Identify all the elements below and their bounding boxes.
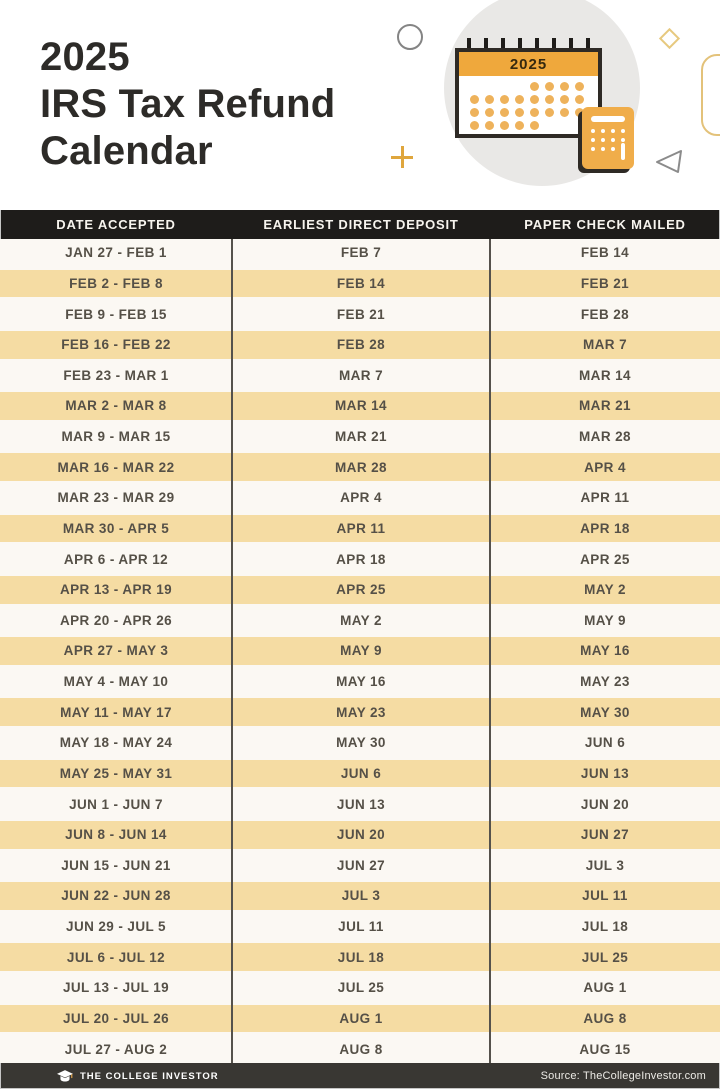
table-body [0, 239, 720, 1063]
table-cell: MAY 30 [580, 704, 630, 720]
table-cell: APR 11 [336, 520, 386, 536]
column-divider [231, 239, 233, 1063]
table-cell: MAR 14 [335, 398, 387, 414]
table-row [0, 818, 720, 852]
calculator-display [591, 116, 625, 122]
column-header-paper-check-mailed: PAPER CHECK MAILED [524, 217, 686, 232]
table-cell: FEB 2 - FEB 8 [69, 275, 163, 291]
table-cell: JUL 25 [581, 949, 629, 965]
calendar-day-dots [459, 76, 598, 130]
table-cell: JUL 3 [585, 857, 625, 873]
table-row [0, 940, 720, 974]
table-cell: JUN 20 [580, 796, 630, 812]
table-cell: MAR 9 - MAR 15 [61, 429, 171, 445]
table-row [0, 573, 720, 607]
plus-icon [391, 146, 413, 168]
table-cell: JUL 3 [341, 888, 381, 904]
table-row [0, 913, 720, 941]
table-cell: JUL 11 [582, 888, 628, 904]
calculator-keys [582, 129, 634, 151]
table-cell: MAR 21 [579, 398, 631, 414]
table-row [0, 512, 720, 546]
table-row [0, 607, 720, 635]
rounded-rect-outline-icon [701, 54, 720, 136]
table-cell: FEB 14 [580, 245, 630, 261]
table-row [0, 389, 720, 423]
table-cell: JUN 20 [336, 827, 386, 843]
table-cell: APR 25 [336, 582, 386, 598]
table-cell: AUG 1 [339, 1010, 383, 1026]
table-cell: MAR 28 [335, 459, 387, 475]
table-row [0, 1002, 720, 1036]
table-cell: FEB 16 - FEB 22 [61, 337, 171, 353]
table-cell: APR 6 - APR 12 [63, 551, 169, 567]
table-cell: MAR 7 [338, 367, 383, 383]
page-title [40, 34, 335, 175]
table-cell: AUG 8 [583, 1010, 627, 1026]
source-text: Source: TheCollegeInvestor.com [540, 1070, 706, 1082]
table-cell: JUL 20 - JUL 26 [62, 1010, 170, 1026]
table-cell: MAR 16 - MAR 22 [57, 459, 175, 475]
table-row [0, 450, 720, 484]
table-row [0, 668, 720, 696]
table-cell: APR 18 [580, 520, 630, 536]
table-cell: MAY 23 [580, 674, 630, 690]
column-header-date-accepted: DATE ACCEPTED [56, 217, 176, 232]
table-cell: FEB 9 - FEB 15 [65, 306, 167, 322]
table-cell: JUN 13 [580, 765, 630, 781]
calendar-icon [455, 48, 602, 138]
table-cell: MAY 18 - MAY 24 [59, 735, 173, 751]
column-header-earliest-direct-deposit: EARLIEST DIRECT DEPOSIT [263, 217, 459, 232]
triangle-outline-icon [652, 142, 686, 181]
table-cell: MAY 4 - MAY 10 [63, 674, 169, 690]
table-cell: APR 25 [580, 551, 630, 567]
table-cell: MAR 21 [335, 429, 387, 445]
table-cell: AUG 8 [339, 1041, 383, 1057]
table-cell: APR 13 - APR 19 [59, 582, 173, 598]
circle-outline-icon [397, 24, 423, 50]
title-line-2: IRS Tax Refund [40, 82, 336, 126]
table-cell: MAY 11 - MAY 17 [60, 704, 172, 720]
brand-logo [57, 1070, 219, 1083]
table-cell: JUL 27 - AUG 2 [64, 1041, 168, 1057]
table-cell: JAN 27 - FEB 1 [65, 245, 167, 261]
table-row [0, 423, 720, 451]
table-cell: MAY 23 [336, 704, 386, 720]
table-row [0, 729, 720, 757]
table-cell: MAR 7 [582, 337, 627, 353]
hero-header [0, 0, 720, 210]
table-cell: MAR 2 - MAR 8 [65, 398, 167, 414]
table-cell: FEB 7 [340, 245, 382, 261]
table-row [0, 239, 720, 267]
table-cell: FEB 23 - MAR 1 [63, 367, 169, 383]
table-cell: JUL 18 [581, 919, 629, 935]
table-row [0, 974, 720, 1002]
table-cell: APR 4 [584, 459, 626, 475]
table-row [0, 695, 720, 729]
table-cell: JUN 27 [580, 827, 630, 843]
table-cell: APR 11 [580, 490, 630, 506]
table-cell: FEB 21 [336, 306, 386, 322]
table-cell: APR 20 - APR 26 [59, 612, 173, 628]
diamond-outline-icon [659, 28, 680, 49]
table-cell: JUN 6 [584, 735, 626, 751]
graduation-cap-icon [57, 1070, 73, 1083]
title-line-1: 2025 [40, 35, 130, 79]
calculator-equals-key [621, 143, 625, 160]
table-cell: JUN 1 - JUN 7 [69, 796, 163, 812]
table-cell: MAY 9 [340, 643, 382, 659]
calendar-year-label: 2025 [459, 52, 598, 76]
table-cell: FEB 28 [580, 306, 630, 322]
table-cell: JUN 6 [340, 765, 382, 781]
table-cell: MAY 25 - MAY 31 [59, 765, 173, 781]
title-line-3: Calendar [40, 129, 213, 173]
brand-name: THE COLLEGE INVESTOR [80, 1070, 219, 1082]
table-row [0, 757, 720, 791]
table-row [0, 790, 720, 818]
table-row [0, 328, 720, 362]
table-cell: FEB 28 [336, 337, 386, 353]
table-row [0, 634, 720, 668]
table-row [0, 545, 720, 573]
table-cell: JUN 8 - JUN 14 [65, 827, 167, 843]
table-cell: AUG 1 [583, 980, 627, 996]
footer-bar [0, 1063, 720, 1089]
table-row [0, 362, 720, 390]
table-cell: MAR 30 - APR 5 [62, 520, 170, 536]
table-cell: MAY 30 [336, 735, 386, 751]
table-row [0, 852, 720, 880]
table-cell: MAY 2 [584, 582, 626, 598]
table-cell: FEB 14 [336, 275, 386, 291]
table-row [0, 484, 720, 512]
table-cell: AUG 15 [579, 1041, 631, 1057]
table-cell: JUN 29 - JUL 5 [66, 919, 166, 935]
table-row [0, 879, 720, 913]
table-cell: JUL 6 - JUL 12 [66, 949, 166, 965]
table-cell: JUN 13 [336, 796, 386, 812]
table-cell: JUN 22 - JUN 28 [61, 888, 171, 904]
table-row [0, 267, 720, 301]
table-cell: FEB 21 [580, 275, 630, 291]
table-cell: APR 4 [340, 490, 382, 506]
table-cell: MAY 16 [580, 643, 630, 659]
table-cell: MAR 14 [579, 367, 631, 383]
table-cell: JUL 13 - JUL 19 [62, 980, 170, 996]
table-cell: MAR 28 [579, 429, 631, 445]
table-cell: JUL 11 [338, 919, 384, 935]
calculator-icon [582, 107, 634, 169]
column-divider [489, 239, 491, 1063]
table-row [0, 1035, 720, 1063]
table-cell: MAY 9 [584, 612, 626, 628]
table-cell: APR 27 - MAY 3 [63, 643, 169, 659]
table-cell: JUN 15 - JUN 21 [61, 857, 171, 873]
table-cell: JUN 27 [336, 857, 386, 873]
table-cell: APR 18 [336, 551, 386, 567]
table-cell: MAY 16 [336, 674, 386, 690]
table-cell: MAY 2 [340, 612, 382, 628]
table-cell: JUL 25 [337, 980, 385, 996]
table-row [0, 300, 720, 328]
table-header [0, 210, 720, 239]
table-cell: JUL 18 [337, 949, 385, 965]
table-cell: MAR 23 - MAR 29 [57, 490, 175, 506]
